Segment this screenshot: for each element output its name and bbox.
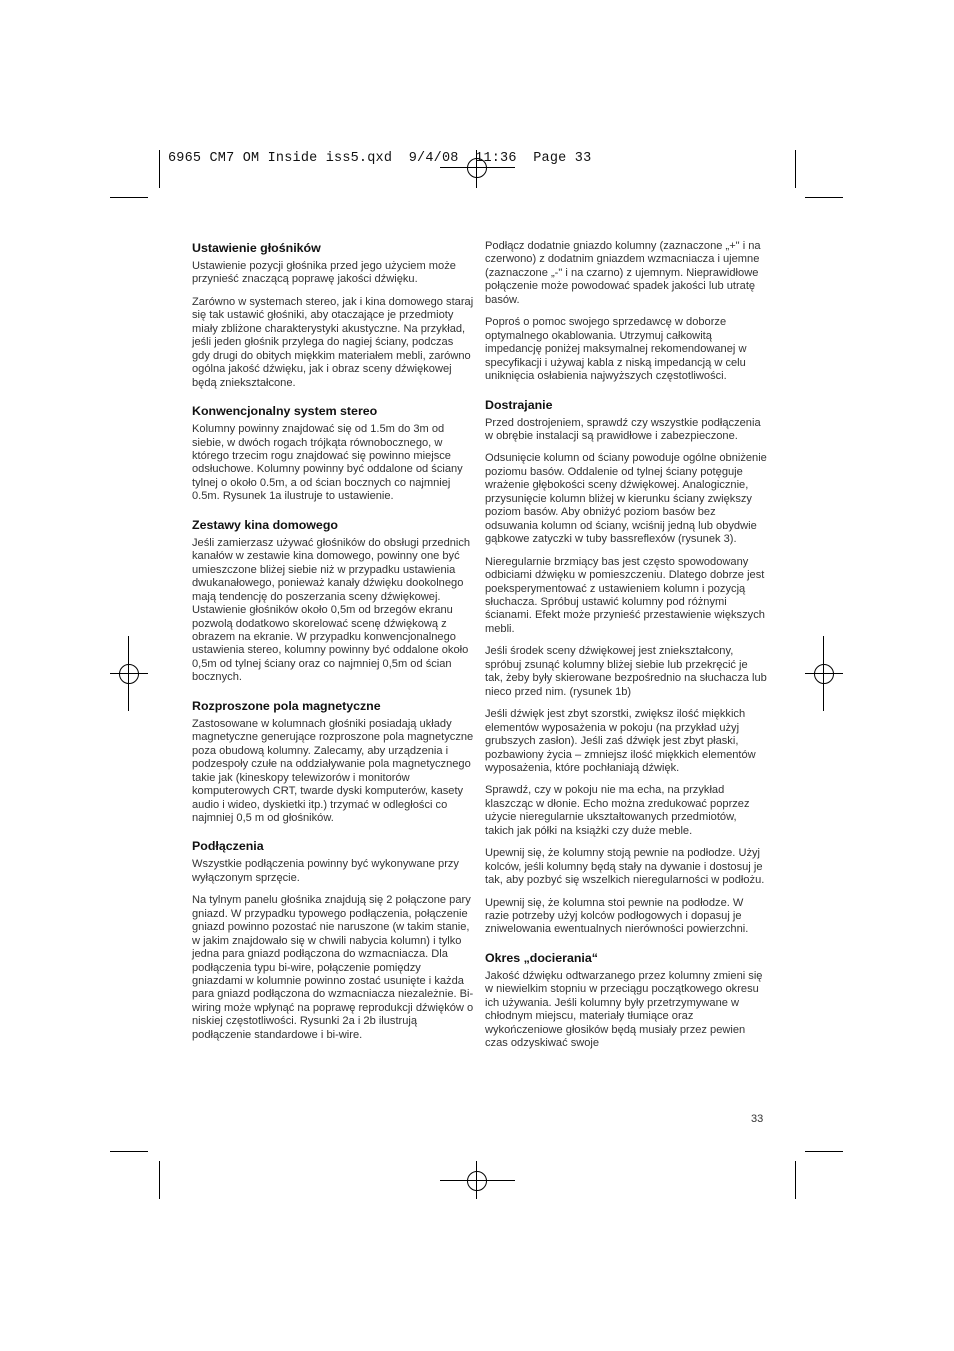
paragraph: Ustawienie pozycji głośnika przed jego użyciem może przynieść znaczącą poprawę jakości dźwięku. bbox=[192, 260, 456, 286]
crop-mark-tl-v bbox=[159, 150, 160, 188]
crop-mark-br-v bbox=[795, 1161, 796, 1199]
crop-mark-br-h bbox=[805, 1151, 843, 1152]
left-column bbox=[192, 241, 474, 1056]
paragraph: Jeśli środek sceny dźwiękowej jest zniekształcony, spróbuj zsunąć kolumny bliżej siebie lub przekręcić je tak, żeby były skierowane bezpośrednio na słuchacza lub nieco przed nim. (rysunek 1b) bbox=[485, 645, 767, 698]
registration-target-right-v bbox=[823, 636, 824, 711]
section-heading: Rozproszone pola magnetyczne bbox=[192, 698, 381, 713]
paragraph: Kolumny powinny znajdować się od 1.5m do 3m od siebie, w dwóch rogach trójkąta równobocznego, w którego trzecim rogu znajdować się powinno miejsce odsłuchowe. Kolumny powinny być oddalone od ściany tylnej o około 0.5m, a od ścian bocznych co najmniej 0.5m. Rysunek 1a ilustruje to ustawienie. bbox=[192, 423, 463, 503]
paragraph: Przed dostrojeniem, sprawdź czy wszystkie podłączenia w obrębie instalacji są prawidłowe i zabezpieczone. bbox=[485, 416, 761, 442]
section bbox=[192, 404, 474, 504]
paragraph: Podłącz dodatnie gniazdo kolumny (zaznaczone „+" i na czerwono) z dodatnim gniazdem wzmacniacza i ujemne (zaznaczone „-" i na czarno) z ujemnym. Nieprawidłowe połączenie może powodować spadek jakości lub utratę basów. bbox=[485, 240, 761, 306]
paragraph: Sprawdź, czy w pokoju nie ma echa, na przykład klaszcząc w dłonie. Echo można zredukować poprzez użycie nieregularnie ukształtowanych przedmiotów, takich jak półki na książki czy duże meble. bbox=[485, 784, 750, 837]
section-heading: Dostrajanie bbox=[485, 397, 553, 412]
section-heading: Okres „docierania“ bbox=[485, 950, 598, 965]
section bbox=[192, 699, 474, 826]
paragraph: Upewnij się, że kolumna stoi pewnie na podłodze. W razie potrzeby użyj kolców podłogowych i dopasuj je zniwelowania ewentualnych nierówności powierzchni. bbox=[485, 896, 749, 936]
paragraph: Na tylnym panelu głośnika znajdują się 2 połączone pary gniazd. W przypadku typowego podłączenia, połączenie gniazd powinno pozostać nie naruszone (w takim stanie, w jakim znajdowało się w chwili nabycia kolumn) i tylko jedna para gniazd podłączona do wzmacniacza. Dla podłączenia typu bi-wire, połączenie pomiędzy gniazdami w kolumnie powinno zostać usunięte i każda para gniazd podłączona do wzmacniacza niezależnie. Bi-wiring może wpłynąć na poprawę reprodukcji dźwięków o niskiej częstotliwości. Rysunki 2a i 2b ilustrują podłączenie standardowe i bi-wire. bbox=[192, 894, 474, 1041]
crop-mark-bl-h bbox=[110, 1151, 148, 1152]
crop-mark-tr-v bbox=[795, 150, 796, 188]
section-heading: Podłączenia bbox=[192, 839, 264, 854]
paragraph: Poproś o pomoc swojego sprzedawcę w doborze optymalnego okablowania. Utrzymuj całkowitą impedancję poniżej maksymalnej rekomendowanej w specyfikacji i używaj kabla z niską impedancją w celu uniknięcia osłabienia najwyższych częstotliwości. bbox=[485, 316, 747, 383]
crop-mark-tl-h bbox=[110, 197, 148, 198]
page-number: 33 bbox=[751, 1113, 764, 1125]
paragraph: Nieregularnie brzmiący bas jest często spowodowany odbiciami dźwięku w pomieszczeniu. Dlatego dobrze jest poeksperymentować z ustawieniem kolumn i pozycją słuchacza. Spróbuj ustawić kolumny pod różnymi ścianami. Efekt może przynieść przestawienie większych mebli. bbox=[485, 555, 765, 635]
paragraph: Jeśli zamierzasz używać głośników do obsługi przednich kanałów w zestawie kina domowego, powinny one być umieszczone bliżej siebie niż w przypadku ustawienia dwukanałowego, ponieważ kanały dźwięku dookolnego mają tendencję do poszerzania sceny dźwiękowej. Ustawienie głośników około 0,5m od brzegów ekranu pozwolą dodatkowo skorelować scenę dźwiękową z obrazem na ekranie. W przypadku konwencjonalnego ustawienia stereo, kolumny powinny być oddalone około 0,5m od tylnej ściany oraz co najmniej 0,5m od ścian bocznych. bbox=[192, 536, 471, 684]
paragraph: Wszystkie podłączenia powinny być wykonywane przy wyłączonym sprzęcie. bbox=[192, 858, 459, 884]
file-slug: 6965 CM7 OM Inside iss5.qxd 9/4/08 11:36 Page 33 bbox=[168, 151, 592, 166]
registration-target-left-h bbox=[110, 673, 148, 674]
paragraph: Upewnij się, że kolumny stoją pewnie na podłodze. Użyj kolców, jeśli kolumny będą stały na dywanie i dostosuj je tak, aby pozbyć się wszelkich nieregularności w podłożu. bbox=[485, 847, 765, 887]
registration-target-top-h bbox=[440, 167, 515, 168]
section bbox=[192, 518, 474, 685]
registration-target-left-v bbox=[128, 636, 129, 711]
section bbox=[485, 240, 767, 384]
section-heading: Konwencjonalny system stereo bbox=[192, 404, 378, 419]
section-heading: Ustawienie głośników bbox=[192, 241, 321, 255]
crop-mark-tr-h bbox=[805, 197, 843, 198]
section bbox=[192, 839, 474, 1042]
registration-target-bottom-h bbox=[440, 1180, 515, 1181]
paragraph: Zarówno w systemach stereo, jak i kina domowego staraj się tak ustawić głośniki, aby otaczające je przedmioty miały zbliżone charakterystyki akustyczne. Na przykład, jeśli jeden głośnik przylega do nagiej ściany, podczas gdy drugi do obitych miękkim materiałem mebli, zarówno ogólna jakość dźwięku, jak i obraz sceny dźwiękowej będą zniekształcone. bbox=[192, 295, 474, 389]
paragraph: Odsunięcie kolumn od ściany powoduje ogólne obniżenie poziomu basów. Oddalenie od tylnej ściany potęguje wrażenie głębokości sceny dźwiękowej. Analogicznie, przysunięcie kolumn bliżej w kierunku ściany zwiększy poziom basów. Aby obniżyć poziom basów bez odsuwania kolumn od ściany, wciśnij jedną lub obydwie gąbkowe zatyczki w tuby bassreflexów (rysunek 3). bbox=[485, 452, 767, 546]
paragraph: Jakość dźwięku odtwarzanego przez kolumny zmieni się w niewielkim stopniu w przeciągu początkowego okresu ich używania. Jeśli kolumny były przetrzymywane w chłodnym miejscu, materiały tłumiące oraz wykończeniowe głosików będą musiały przez pewien czas odzyskiwać swoje bbox=[485, 969, 763, 1050]
registration-target-left bbox=[119, 664, 139, 684]
registration-target-bottom-v bbox=[476, 1161, 477, 1199]
registration-target-right-h bbox=[805, 673, 843, 674]
section bbox=[485, 951, 767, 1051]
registration-target-right bbox=[814, 664, 834, 684]
right-column bbox=[485, 240, 767, 1065]
section bbox=[485, 398, 767, 937]
paragraph: Jeśli dźwięk jest zbyt szorstki, zwiększ ilość miękkich elementów wyposażenia w pokoju (na przykład użyj grubszych zasłon). Jeśli zaś dźwięk jest zbyt płaski, pozbawiony życia – zmniejsz ilość miękkich elementów wyposażenia, które pochłaniają dźwięk. bbox=[485, 708, 756, 774]
registration-target-bottom bbox=[467, 1171, 487, 1191]
paragraph: Zastosowane w kolumnach głośniki posiadają układy magnetyczne generujące rozproszone pola magnetyczne poza obudową kolumny. Zalecamy, aby urządzenia i podzespoły czułe na oddziaływanie pola magnetycznego takie jak (kineskopy telewizorów i monitorów komputerowych CRT, twarde dyski komputerów, kasety audio i wideo, dyskietki itp.) trzymać w odległości co najmniej 0,5 m od głośników. bbox=[192, 717, 474, 824]
crop-mark-bl-v bbox=[159, 1161, 160, 1199]
section-heading: Zestawy kina domowego bbox=[192, 517, 338, 532]
section bbox=[192, 241, 474, 390]
